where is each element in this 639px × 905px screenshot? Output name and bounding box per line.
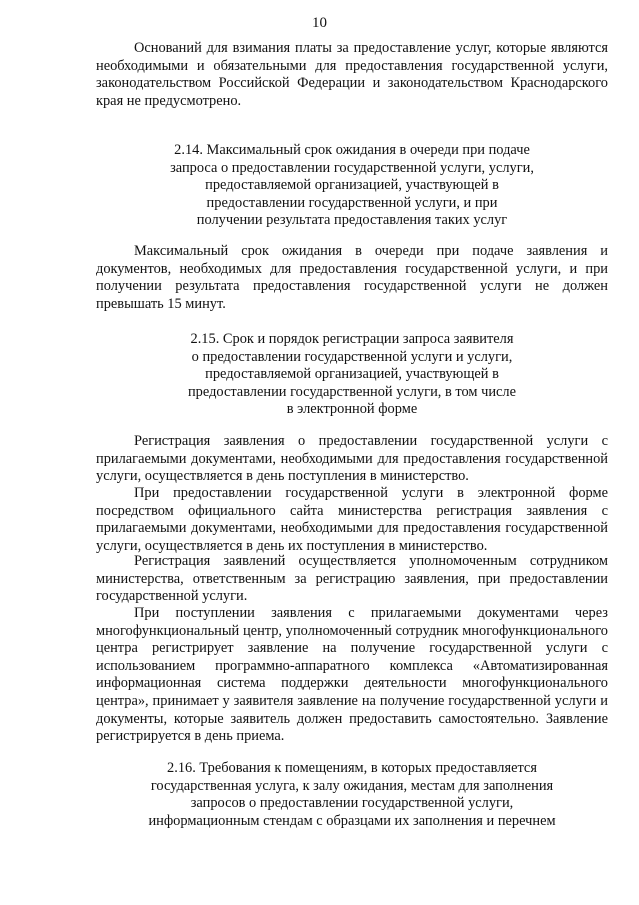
heading-line: предоставляемой организацией, участвующей в [205,366,499,383]
paragraph-mfc-registration: При поступлении заявления с прилагаемыми документами через многофункциональный центр, уполномоченный сотрудник многофункционального центра регистрирует заявление на получение государственной услуги с использованием программно-аппаратного комплекса «Автоматизированная информационная система поддержки деятельности многофункционального центра», принимает у заявителя заявление на получение государственной услуги и документы, которые заявитель должен предоставить самостоятельно. Заявление регистрируется в день приема. [96,605,608,745]
heading-line: 2.16. Требования к помещениям, в которых предоставляется [167,760,537,776]
heading-line: в электронной форме [286,401,418,418]
heading-line: государственная услуга, к залу ожидания, местам для заполнения [150,777,554,794]
heading-line: информационным стендам с образцами их заполнения и перечнем [148,812,556,829]
page-number: 10 [312,15,327,31]
heading-line: предоставляемой организацией, участвующей в [205,177,499,194]
heading-line: запросов о предоставлении государственной услуги, [190,795,514,812]
heading-line: 2.15. Срок и порядок регистрации запроса заявителя [190,331,514,347]
heading-2-15 [96,331,608,419]
paragraph-registration-officer: Регистрация заявлений осуществляется уполномоченным сотрудником министерства, ответственным за регистрацию заявления, при предоставлении государственной услуги. [96,553,608,605]
heading-line: 2.14. Максимальный срок ожидания в очереди при подаче [174,142,530,158]
heading-line: запроса о предоставлении государственной услуги, услуги, [170,159,534,176]
paragraph-electronic-registration: При предоставлении государственной услуги в электронной форме посредством официального сайта министерства регистрация заявления с прилагаемыми документами, необходимыми для предоставления государственной услуги, осуществляется в день их поступления в министерство. [96,485,608,554]
heading-line: получении результата предоставления таких услуг [196,212,508,229]
heading-2-16 [96,760,608,830]
paragraph-fees: Оснований для взимания платы за предоставление услуг, которые являются необходимыми и обязательными для предоставления государственной услуги, законодательством Российской Федерации и законодательством Краснодарского края не предусмотрено. [96,40,608,109]
heading-line: предоставлении государственной услуги, в том числе [187,383,516,400]
heading-2-14 [96,142,608,230]
heading-line: предоставлении государственной услуги, и при [206,194,498,211]
paragraph-waiting-time: Максимальный срок ожидания в очереди при подаче заявления и документов, необходимых для предоставления государственной услуги, и при получении результата предоставления государственной услуги не должен превышать 15 минут. [96,243,608,312]
paragraph-registration: Регистрация заявления о предоставлении государственной услуги с прилагаемыми документами, необходимыми для предоставления государственной услуги, осуществляется в день поступления в министерство. [96,433,608,485]
heading-line: о предоставлении государственной услуги и услуги, [191,348,513,365]
